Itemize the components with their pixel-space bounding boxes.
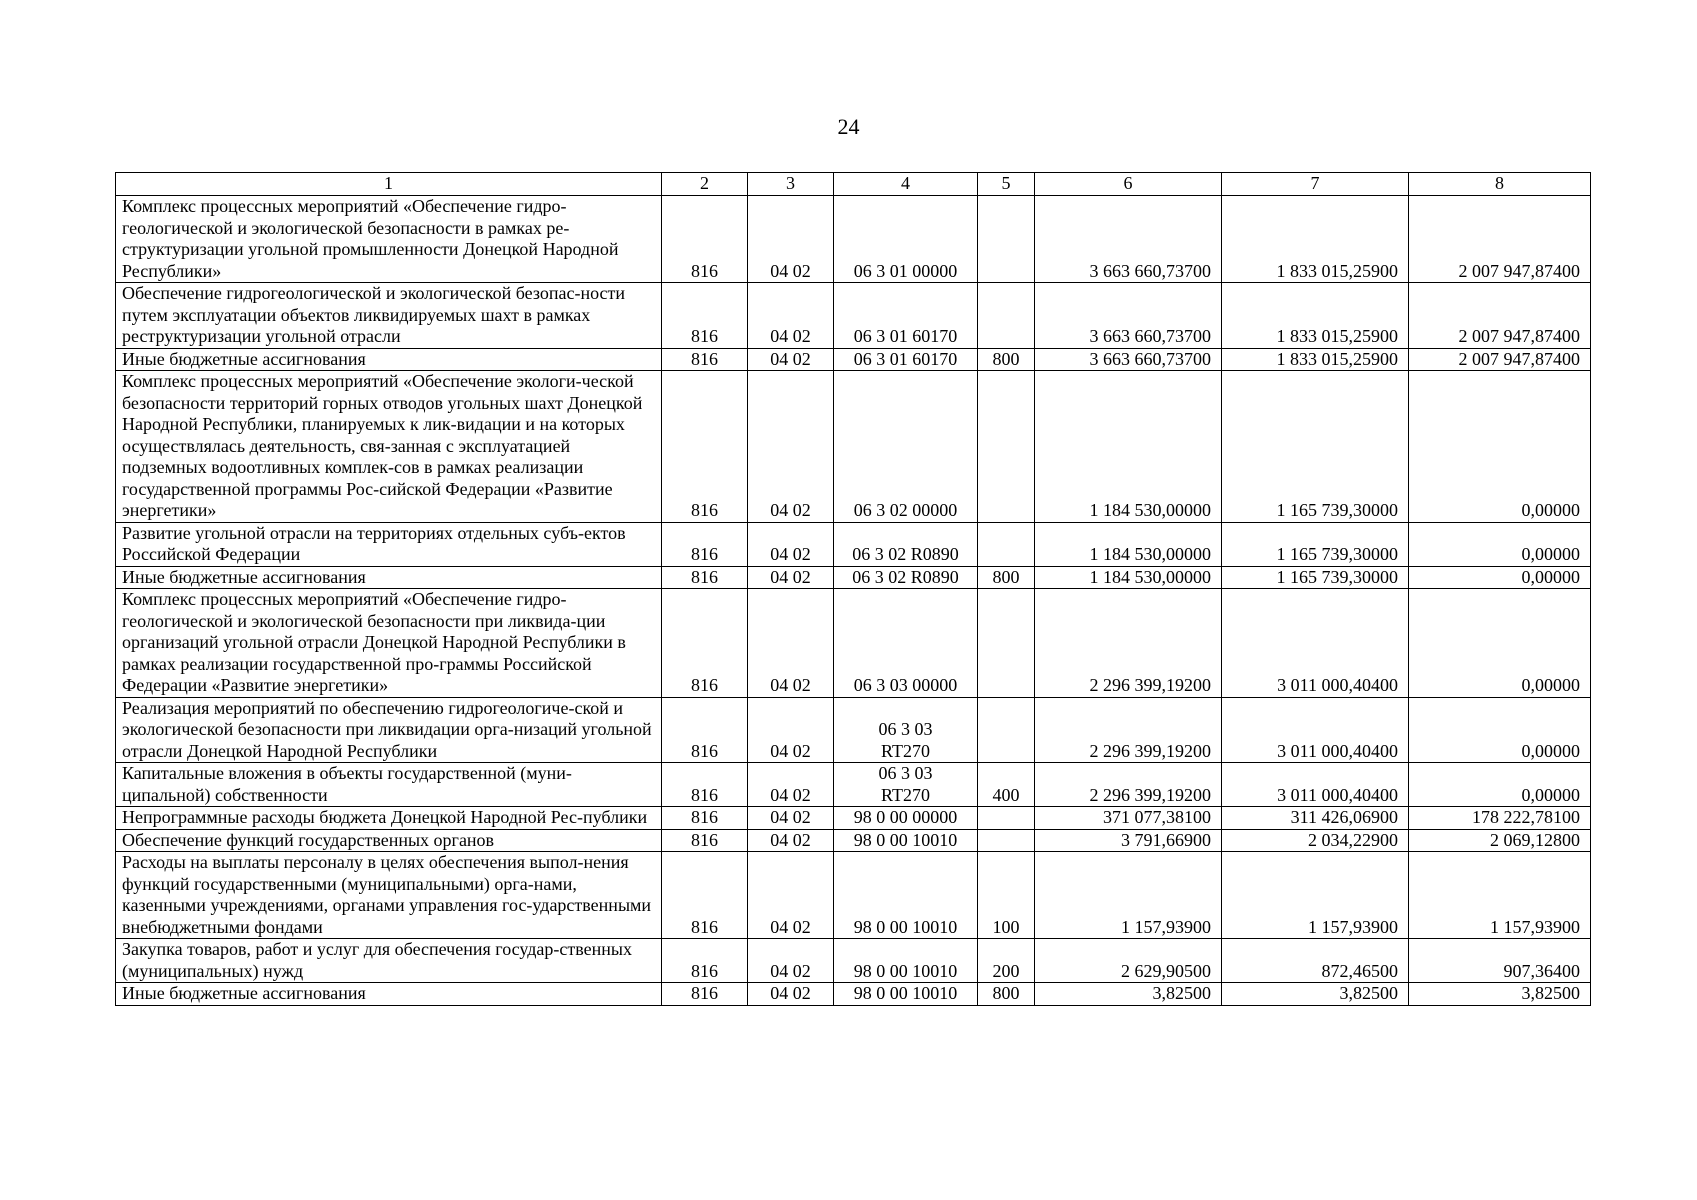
target-article-code-line: 06 3 02 00000	[853, 500, 958, 520]
target-article-code	[834, 807, 978, 830]
amount-col-6: 1 184 530,00000	[1035, 522, 1222, 566]
amount-col-6: 371 077,38100	[1035, 807, 1222, 830]
column-header: 7	[1222, 173, 1409, 196]
amount-col-6: 2 296 399,19200	[1035, 697, 1222, 763]
item-name: Комплекс процессных мероприятий «Обеспечение экологи-ческой безопасности территорий горных отводов угольных шахт Донецкой Народной Республики, планируемых к лик-видации и на которых осуществлялась деятельность, свя-занная с эксплуатацией подземных водоотливных комплек-сов в рамках реализации государственной программы Рос-сийской Федерации «Развитие энергетики»	[116, 371, 662, 523]
expense-type-code	[978, 807, 1035, 830]
table-row	[116, 852, 1591, 939]
grbs-code: 816	[662, 697, 748, 763]
target-article-code	[834, 522, 978, 566]
grbs-code: 816	[662, 807, 748, 830]
section-code: 04 02	[748, 983, 834, 1006]
amount-col-6: 1 184 530,00000	[1035, 371, 1222, 523]
amount-col-8: 3,82500	[1409, 983, 1591, 1006]
amount-col-7: 1 833 015,25900	[1222, 196, 1409, 283]
amount-col-8: 0,00000	[1409, 371, 1591, 523]
grbs-code: 816	[662, 589, 748, 698]
amount-col-8: 178 222,78100	[1409, 807, 1591, 830]
table-row	[116, 348, 1591, 371]
target-article-code-line: 98 0 00 10010	[853, 960, 958, 981]
expense-type-code: 100	[978, 852, 1035, 939]
expense-type-code: 800	[978, 348, 1035, 371]
amount-col-8: 2 069,12800	[1409, 829, 1591, 852]
column-header: 3	[748, 173, 834, 196]
grbs-code: 816	[662, 196, 748, 283]
target-article-code	[834, 763, 978, 807]
amount-col-7: 1 157,93900	[1222, 852, 1409, 939]
item-name: Обеспечение функций государственных органов	[116, 829, 662, 852]
item-name: Иные бюджетные ассигнования	[116, 348, 662, 371]
target-article-code-line: 06 3 03 00000	[853, 675, 958, 695]
target-article-code	[834, 697, 978, 763]
amount-col-6: 3 663 660,73700	[1035, 348, 1222, 371]
item-name: Развитие угольной отрасли на территориях отдельных субъ-ектов Российской Федерации	[116, 522, 662, 566]
amount-col-6: 1 184 530,00000	[1035, 566, 1222, 589]
amount-col-6: 2 629,90500	[1035, 939, 1222, 983]
target-article-code-line: 06 3 03	[878, 763, 933, 783]
amount-col-6: 3,82500	[1035, 983, 1222, 1006]
target-article-code	[834, 348, 978, 371]
amount-col-6: 1 157,93900	[1035, 852, 1222, 939]
section-code: 04 02	[748, 196, 834, 283]
table-body	[116, 196, 1591, 1006]
amount-col-6: 3 791,66900	[1035, 829, 1222, 852]
grbs-code: 816	[662, 283, 748, 349]
expense-type-code: 400	[978, 763, 1035, 807]
target-article-code-line: 06 3 03	[878, 719, 933, 739]
section-code: 04 02	[748, 807, 834, 830]
section-code: 04 02	[748, 348, 834, 371]
target-article-code-line: 98 0 00 10010	[853, 983, 958, 1003]
amount-col-6: 2 296 399,19200	[1035, 589, 1222, 698]
target-article-code	[834, 283, 978, 349]
section-code: 04 02	[748, 763, 834, 807]
target-article-code-line: 06 3 01 60170	[853, 326, 958, 346]
expense-type-code	[978, 589, 1035, 698]
section-code: 04 02	[748, 371, 834, 523]
grbs-code: 816	[662, 522, 748, 566]
amount-col-6: 3 663 660,73700	[1035, 196, 1222, 283]
column-header: 6	[1035, 173, 1222, 196]
item-name: Иные бюджетные ассигнования	[116, 983, 662, 1006]
target-article-code-line: RT270	[881, 784, 930, 805]
item-name: Иные бюджетные ассигнования	[116, 566, 662, 589]
target-article-code	[834, 371, 978, 523]
expense-type-code	[978, 522, 1035, 566]
table-row	[116, 522, 1591, 566]
amount-col-7: 1 165 739,30000	[1222, 371, 1409, 523]
amount-col-7: 1 833 015,25900	[1222, 348, 1409, 371]
table-row	[116, 283, 1591, 349]
target-article-code	[834, 852, 978, 939]
column-header: 1	[116, 173, 662, 196]
section-code: 04 02	[748, 697, 834, 763]
amount-col-8: 1 157,93900	[1409, 852, 1591, 939]
amount-col-7: 2 034,22900	[1222, 829, 1409, 852]
expense-type-code: 800	[978, 983, 1035, 1006]
item-name: Расходы на выплаты персоналу в целях обеспечения выпол-нения функций государственными (муниципальными) орга-нами, казенными учреждениями, органами управления гос-ударственными внебюджетными фондами	[116, 852, 662, 939]
target-article-code-line: 98 0 00 10010	[853, 829, 958, 850]
budget-table	[115, 172, 1591, 1006]
table-row	[116, 829, 1591, 852]
expense-type-code	[978, 829, 1035, 852]
amount-col-6: 2 296 399,19200	[1035, 763, 1222, 807]
table-header-row	[116, 173, 1591, 196]
grbs-code: 816	[662, 829, 748, 852]
amount-col-7: 3 011 000,40400	[1222, 763, 1409, 807]
expense-type-code	[978, 196, 1035, 283]
table-row	[116, 763, 1591, 807]
amount-col-8: 2 007 947,87400	[1409, 283, 1591, 349]
expense-type-code	[978, 371, 1035, 523]
target-article-code-line: 06 3 01 00000	[853, 260, 958, 281]
amount-col-7: 3 011 000,40400	[1222, 697, 1409, 763]
grbs-code: 816	[662, 763, 748, 807]
grbs-code: 816	[662, 939, 748, 983]
amount-col-8: 0,00000	[1409, 589, 1591, 698]
item-name: Непрограммные расходы бюджета Донецкой Народной Рес-публики	[116, 807, 662, 830]
amount-col-8: 0,00000	[1409, 763, 1591, 807]
amount-col-7: 1 165 739,30000	[1222, 522, 1409, 566]
table-row	[116, 697, 1591, 763]
grbs-code: 816	[662, 852, 748, 939]
target-article-code-line: 06 3 02 R0890	[852, 566, 959, 587]
table-row	[116, 589, 1591, 698]
target-article-code	[834, 196, 978, 283]
expense-type-code	[978, 697, 1035, 763]
item-name: Реализация мероприятий по обеспечению гидрогеологиче-ской и экологической безопасности при ликвидации орга-низаций угольной отрасли Донецкой Народной Республики	[116, 697, 662, 763]
page-number: 24	[837, 114, 860, 139]
target-article-code	[834, 939, 978, 983]
expense-type-code	[978, 283, 1035, 349]
target-article-code-line: RT270	[881, 740, 930, 761]
grbs-code: 816	[662, 348, 748, 371]
column-header: 5	[978, 173, 1035, 196]
table-row	[116, 983, 1591, 1006]
expense-type-code: 800	[978, 566, 1035, 589]
target-article-code	[834, 829, 978, 852]
amount-col-8: 2 007 947,87400	[1409, 348, 1591, 371]
section-code: 04 02	[748, 589, 834, 698]
amount-col-7: 872,46500	[1222, 939, 1409, 983]
table-row	[116, 566, 1591, 589]
item-name: Комплекс процессных мероприятий «Обеспечение гидро-геологической и экологической безопасности при ликвида-ции организаций угольной отрасли Донецкой Народной Республики в рамках реализации государственной про-граммы Российской Федерации «Развитие энергетики»	[116, 589, 662, 698]
item-name: Комплекс процессных мероприятий «Обеспечение гидро-геологической и экологической безопасности в рамках ре-структуризации угольной промышленности Донецкой Народной Республики»	[116, 196, 662, 283]
target-article-code-line: 98 0 00 00000	[853, 807, 958, 827]
section-code: 04 02	[748, 283, 834, 349]
amount-col-7: 1 833 015,25900	[1222, 283, 1409, 349]
expense-type-code: 200	[978, 939, 1035, 983]
amount-col-8: 0,00000	[1409, 522, 1591, 566]
table-row	[116, 196, 1591, 283]
grbs-code: 816	[662, 566, 748, 589]
table-row	[116, 807, 1591, 830]
amount-col-6: 3 663 660,73700	[1035, 283, 1222, 349]
amount-col-8: 0,00000	[1409, 566, 1591, 589]
item-name: Закупка товаров, работ и услуг для обеспечения государ-ственных (муниципальных) нужд	[116, 939, 662, 983]
target-article-code-line: 06 3 01 60170	[853, 348, 958, 369]
section-code: 04 02	[748, 852, 834, 939]
table-row	[116, 939, 1591, 983]
column-header: 8	[1409, 173, 1591, 196]
amount-col-8: 0,00000	[1409, 697, 1591, 763]
item-name: Капитальные вложения в объекты государственной (муни-ципальной) собственности	[116, 763, 662, 807]
section-code: 04 02	[748, 522, 834, 566]
section-code: 04 02	[748, 939, 834, 983]
target-article-code-line: 98 0 00 10010	[853, 916, 958, 937]
target-article-code	[834, 983, 978, 1006]
item-name: Обеспечение гидрогеологической и экологической безопас-ности путем эксплуатации объектов ликвидируемых шахт в рамках реструктуризации угольной отрасли	[116, 283, 662, 349]
amount-col-8: 907,36400	[1409, 939, 1591, 983]
amount-col-7: 3,82500	[1222, 983, 1409, 1006]
section-code: 04 02	[748, 829, 834, 852]
target-article-code-line: 06 3 02 R0890	[852, 544, 959, 564]
column-header: 4	[834, 173, 978, 196]
amount-col-8: 2 007 947,87400	[1409, 196, 1591, 283]
grbs-code: 816	[662, 983, 748, 1006]
column-header: 2	[662, 173, 748, 196]
grbs-code: 816	[662, 371, 748, 523]
amount-col-7: 1 165 739,30000	[1222, 566, 1409, 589]
section-code: 04 02	[748, 566, 834, 589]
table-row	[116, 371, 1591, 523]
amount-col-7: 3 011 000,40400	[1222, 589, 1409, 698]
target-article-code	[834, 589, 978, 698]
target-article-code	[834, 566, 978, 589]
amount-col-7: 311 426,06900	[1222, 807, 1409, 830]
